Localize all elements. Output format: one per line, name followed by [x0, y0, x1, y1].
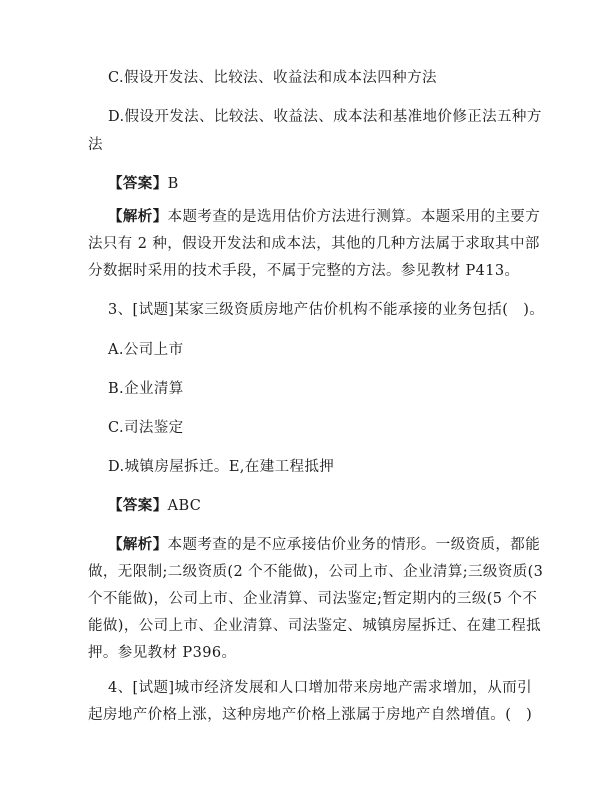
analysis-label: 【解析】: [108, 536, 168, 553]
q2-analysis-line1: [108, 208, 540, 226]
answer-label: 【答案】: [108, 175, 168, 192]
q3-option-d: D.城镇房屋拆迁。E,在建工程抵押: [108, 459, 335, 475]
q3-question: 3、[试题]某家三级资质房地产估价机构不能承接的业务包括( )。: [108, 302, 545, 318]
q2-option-d-line1: D.假设开发法、比较法、收益法、成本法和基准地价修正法五种方: [108, 109, 542, 125]
analysis-text: 本题考查的是选用估价方法进行测算。本题采用的主要方: [167, 209, 541, 225]
q2-option-c: C.假设开发法、比较法、收益法和成本法四种方法: [108, 70, 437, 86]
q2-answer: [108, 175, 179, 193]
analysis-label: 【解析】: [108, 208, 168, 225]
q4-question-line1: 4、[试题]城市经济发展和人口增加带来房地产需求增加，从而引: [108, 680, 533, 696]
analysis-text: 本题考查的是不应承接估价业务的情形。一级资质，都能: [167, 537, 541, 553]
answer-value: B: [167, 176, 179, 192]
q3-analysis-line4: 能做)，公司上市、企业清算、司法鉴定、城镇房屋拆迁、在建工程抵: [88, 618, 542, 634]
q2-analysis-line2: 法只有 2 种，假设开发法和成本法，其他的几种方法属于求取其中部: [88, 236, 540, 252]
q3-option-c: C.司法鉴定: [108, 420, 184, 436]
q4-question-line2: 起房地产价格上涨，这种房地产价格上涨属于房地产自然增值。( ): [88, 707, 533, 723]
answer-label: 【答案】: [108, 497, 168, 514]
q3-analysis-line1: [108, 536, 540, 554]
answer-value: ABC: [167, 498, 202, 514]
q3-option-b: B.企业清算: [108, 381, 184, 397]
q2-analysis-line3: 分数据时采用的技术手段，不属于完整的方法。参见教材 P413。: [88, 263, 520, 279]
q2-option-d-line2: 法: [88, 137, 103, 153]
q3-answer: [108, 497, 201, 515]
q3-analysis-line2: 做，无限制;二级资质(2 个不能做)，公司上市、企业清算;三级资质(3: [88, 564, 544, 580]
q3-analysis-line5: 押。参见教材 P396。: [88, 645, 237, 661]
q3-analysis-line3: 个不能做)，公司上市、企业清算、司法鉴定;暂定期内的三级(5 个不: [88, 591, 538, 607]
q3-option-a: A.公司上市: [108, 342, 184, 358]
